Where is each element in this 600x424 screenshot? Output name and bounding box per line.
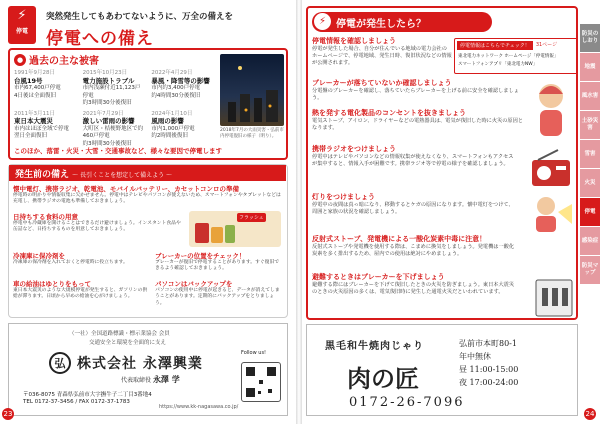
- page-title: 停電への備え: [46, 29, 154, 49]
- check-page-ref: 31ページ: [535, 42, 558, 48]
- night-city-icon: [220, 54, 284, 126]
- tab-item[interactable]: 雪害: [580, 140, 600, 169]
- tab-item-active[interactable]: 停電: [580, 198, 600, 227]
- page-number: 23: [3, 410, 13, 418]
- outage-photo: [220, 54, 284, 126]
- prep-item-title: 車の給油はゆとりをもって: [13, 280, 91, 288]
- prep-item-text: 東日本大震災のような大規模停電が発生すると、ガソリンの供給が滞ります。日頃から早めの給油を心がけましょう。: [13, 288, 148, 300]
- tab-item[interactable]: 防災マップ: [580, 256, 600, 285]
- step-item: ブレーカーが落ちていないか確認しましょう 分電盤のブレーカーを確認し、落ちていたらブレーカーを上げる前に安全を確認しましょう。: [312, 79, 519, 101]
- prep-item-title: 冷凍庫に保冷剤を: [13, 252, 65, 260]
- check-label: 停電情報はこちらでチェック！: [457, 41, 533, 50]
- tab-item[interactable]: 土砂災害: [580, 111, 600, 140]
- food-badge: フラッシュ: [239, 215, 264, 221]
- step-item: 灯りをつけましょう 停電中の夜間は真っ暗になり、移動するとケガの原因になります。懐中電灯をつけて、周囲と家族の状況を確認しましょう。: [312, 193, 514, 215]
- flashlight-icon: ⚡: [17, 8, 27, 23]
- check-line-2: スマートフォンアプリ「東北電力NW」: [458, 62, 538, 67]
- check-line-1: 東北電力ネットワーク ホームページ「停電情報」: [458, 54, 559, 59]
- company-address: 〒036-8075 青森県弘前市大字撫牛子二丁目3番地4: [23, 392, 152, 398]
- restaurant-ad: [306, 324, 578, 416]
- step-item: 熱を発する電化製品のコンセントを抜きましょう 電気ストーブ、アイロン、ドライヤーなどの電熱器具は、電気が復旧した時に火災の原因となります。: [312, 109, 523, 131]
- radio-icon: [528, 148, 574, 192]
- section-tabs: [580, 24, 600, 285]
- prep-item-text: パソコンの使用中に停電が起きると、データが消えてしまうことがあります。定期的にバックアップをとりましょう。: [155, 288, 280, 306]
- tag-label: 停電: [15, 28, 28, 35]
- prep-item-text: ブレーカーが復旧で停電することがあります。すぐ復旧できるよう確認しておきましょう。: [155, 260, 280, 272]
- step-item: 避難するときはブレーカーを下げましょう 避難する際にはブレーカーを下げて復旧したときの火災を防ぎましょう。東日本大震災のときの火災原因の多くは、電気復旧時に発生した通電火災だといわれています。: [312, 273, 515, 295]
- prep-item-title: パソコンはバックアップを: [155, 280, 233, 288]
- right-page: [302, 0, 600, 424]
- photo-caption: 2018年7月の大雨災害・弘前市内停電復旧の様子（明り）。: [220, 128, 284, 139]
- prep-item-title: ブレーカーの位置をチェック！: [155, 252, 246, 260]
- company-url[interactable]: https://www.kk-nagasawa.co.jp/: [159, 404, 239, 410]
- canned-food-icon: [193, 219, 237, 245]
- follow-us: Follow us!: [241, 350, 267, 356]
- past-note: このほか、落雷・火災・大雪・交通事故など、様々な要因で停電します: [14, 147, 222, 155]
- tab-item[interactable]: 火災: [580, 169, 600, 198]
- past-heading: 過去の主な被害: [29, 56, 99, 67]
- restaurant-name: 肉の匠: [347, 364, 419, 393]
- breaker-panel-icon: [534, 278, 574, 318]
- qr-code-icon: [241, 362, 281, 402]
- power-outage-tag: [8, 6, 36, 44]
- steps-title: ⚡ 停電が発生したら？: [312, 12, 492, 32]
- prep-item-title: 日持ちする食料の用意: [13, 213, 78, 221]
- past-item: 2011年3月11日 東日本大震災 市内はほぼ全域で停電 翌日全面復旧: [14, 110, 70, 139]
- page-number: 24: [585, 410, 595, 418]
- step-item: 携帯ラジオをつけましょう 停電中はテレビやパソコンなどの情報収集が使えなくなり、スマートフォンもアクセスが集中すると、情報入手が困難です。携帯ラジオ等で停電の様子を確認しましょう。: [312, 145, 514, 167]
- prep-item-text: 停電時の明かりや情報収集に欠かせません。停電中はテレビやパソコンが使えないため、スマートフォンやタブレットなどは充電し、携帯ラジオの電池も準備しておきましょう。: [13, 193, 281, 205]
- restaurant-phone: 0172-26-7096: [349, 395, 465, 410]
- prep-item-text: 冷凍庫の保冷剤を入れておくと停電時に役立ちます。: [13, 260, 128, 265]
- prep-item-text: 停電中も冷蔵庫を開けることはできるだけ避けましょう。インスタント食品や缶詰など、日持ちするものを用意しておきましょう。: [13, 221, 181, 233]
- tab-item[interactable]: 感染症: [580, 227, 600, 256]
- tab-item[interactable]: 風水害: [580, 82, 600, 111]
- assoc-text-2: 交通安全と環境を全面的に支え: [89, 340, 167, 346]
- past-item: 2015年10月23日 電力施設トラブル 市内浅瀬付近11,123戸停電 約3時間30分後復旧: [82, 70, 141, 106]
- assoc-text: （一社）全国道路標識・標示業協会 会員: [69, 331, 170, 337]
- woman-phone-illustration: [528, 80, 574, 140]
- tab-item[interactable]: 防災のしおり: [580, 24, 600, 53]
- bullet-icon: ●: [14, 54, 26, 66]
- restaurant-brand: 黒毛和牛焼肉じゃり: [325, 341, 424, 352]
- past-damage-box: [8, 48, 288, 160]
- flashlight-user-icon: [528, 194, 574, 234]
- restaurant-info: 弘前市本町80-1 年中無休 昼 11:00-15:00 夜 17:00-24:00: [459, 339, 519, 387]
- prep-item-title: 懐中電灯、携帯ラジオ、乾電池、モバイルバッテリー、カセットコンロの準備: [13, 185, 239, 193]
- tab-item[interactable]: 地震: [580, 53, 600, 82]
- prep-heading: 発生前の備え ～ 長引くことを想定して備えよう ～: [9, 165, 286, 181]
- left-page: [0, 0, 296, 424]
- past-item: 2024年1月10日 風雨の影響 市内1,000戸停電 約2時間後復旧: [151, 110, 195, 139]
- step-item: 停電情報を確認しましょう 停電が発生した場合、自分が住んでいる地域の電力会社のホームページで、停電地域、発生日時、復旧状況などの情報が公開されます。: [312, 37, 452, 66]
- check-info-box: [454, 38, 578, 74]
- lead-text: 突然発生してもあわてないように、万全の備えを: [46, 12, 234, 22]
- past-item: 2021年7月29日 激しい雷雨の影響 大町区・桔梗野地区で約460戸停電 約3時間30分後復旧: [82, 110, 144, 147]
- lightning-icon: ⚡: [314, 13, 331, 30]
- company-tel: TEL 0172-37-3456 / FAX 0172-37-1783: [23, 399, 130, 405]
- company-logo: 弘: [49, 352, 71, 374]
- past-item: 1991年9月28日 台風19号 市内67,400戸停電 4日後は全面復旧: [14, 70, 61, 99]
- prep-box: [8, 164, 288, 318]
- company-name: 株式会社 永澤興業: [77, 356, 203, 372]
- food-image: [189, 211, 281, 247]
- company-ad: [8, 323, 288, 416]
- past-item: 2022年4月29日 暴風・降雪等の影響 市内約3,400戸停電 約4時間30分後復旧: [151, 70, 210, 99]
- company-rep: 代表取締役 永澤 学: [121, 375, 180, 384]
- step-item: 反射式ストーブ、発電機による一酸化炭素中毒に注意！ 反射式ストーブや発電機を使用する際は、こまめに換気をしましょう。発電機は一酸化炭素を多く排出するため、屋内での使用は絶対にやめましょう。: [312, 235, 515, 257]
- outage-steps-box: [306, 6, 578, 320]
